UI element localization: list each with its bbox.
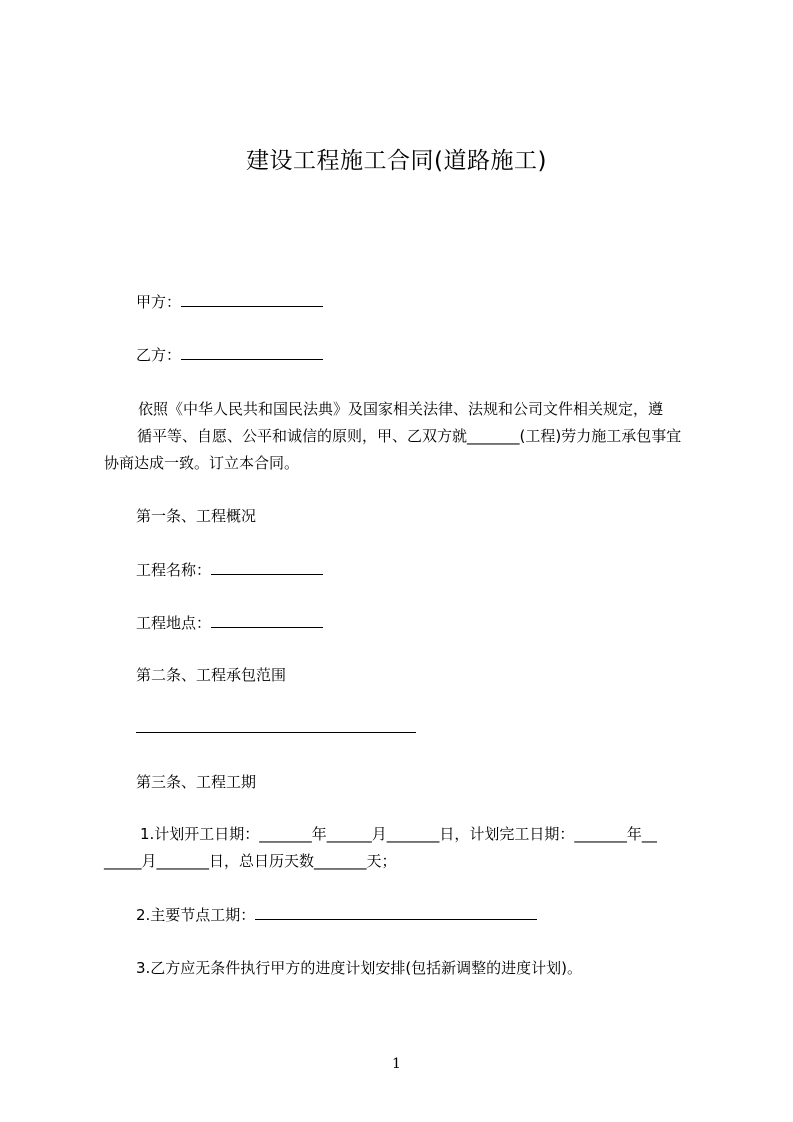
item1-line-1: 1.计划开工日期：_______年______月_______日，计划完工日期：_______年__: [140, 825, 657, 843]
item2-line: [136, 905, 537, 925]
project-location-line: [136, 613, 323, 633]
intro-line-1: 依照《中华人民共和国民法典》及国家相关法律、法规和公司文件相关规定，遵: [138, 400, 664, 418]
project-location-blank: [211, 613, 323, 628]
project-name-blank: [211, 560, 323, 575]
party-b-line: [136, 345, 323, 365]
intro-line-3: 协商达成一致。订立本合同。: [104, 454, 300, 472]
document-title: 建设工程施工合同(道路施工): [246, 148, 547, 174]
intro-line-2: 循平等、自愿、公平和诚信的原则，甲、乙双方就_______(工程)劳力施工承包事宜: [137, 427, 682, 445]
party-b-label: 乙方：: [136, 346, 182, 364]
party-a-blank: [181, 292, 323, 307]
item2-label: 2.主要节点工期：: [136, 906, 256, 924]
item3-line: 3.乙方应无条件执行甲方的进度计划安排(包括新调整的进度计划)。: [136, 959, 583, 977]
scope-line: [136, 718, 416, 738]
project-location-label: 工程地点：: [136, 614, 212, 632]
intro-paragraph: [104, 396, 704, 477]
project-name-label: 工程名称：: [136, 561, 212, 579]
article1-heading: 第一条、工程概况: [136, 507, 257, 525]
item1-line-2: _____月_______日，总日历天数_______天；: [104, 852, 397, 870]
party-b-blank: [181, 345, 323, 360]
item2-blank: [255, 905, 537, 920]
article3-heading: 第三条、工程工期: [136, 773, 257, 791]
party-a-label: 甲方：: [136, 293, 182, 311]
project-name-line: [136, 560, 323, 580]
item1-paragraph: [104, 821, 704, 875]
party-a-line: [136, 292, 323, 312]
article2-heading: 第二条、工程承包范围: [136, 666, 287, 684]
page-number: 1: [392, 1056, 401, 1072]
scope-blank: [136, 718, 416, 733]
